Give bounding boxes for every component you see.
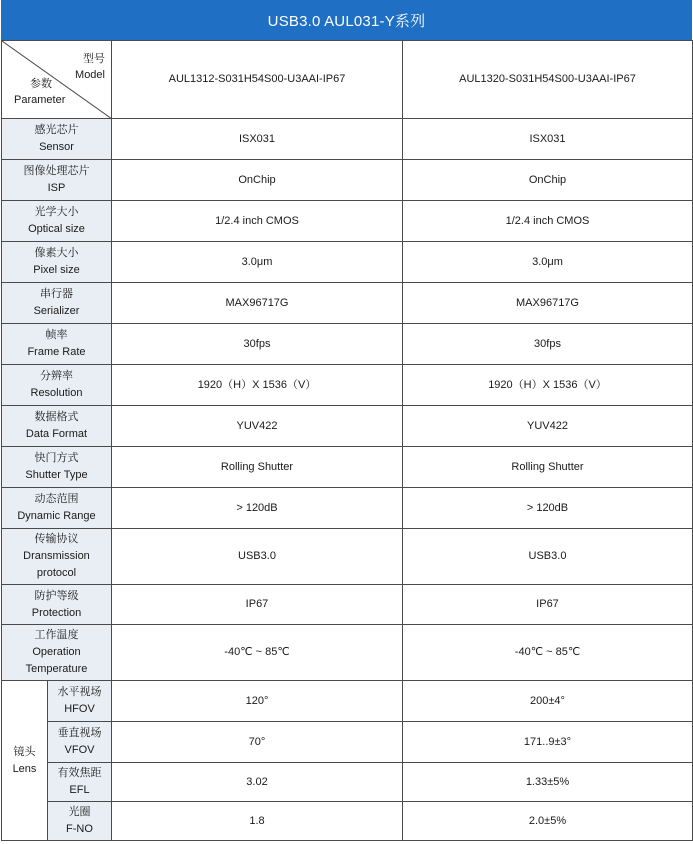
param-label-cell — [2, 488, 112, 529]
table-title-text: USB3.0 AUL031-Y系列 — [267, 12, 426, 30]
model-name-1: AUL1312-S031H54S00-U3AAI-IP67 — [112, 41, 403, 119]
value-cell-model-1: IP67 — [112, 585, 403, 625]
value-cell-model-1: -40℃ ~ 85℃ — [112, 625, 403, 681]
value-cell-model-1: > 120dB — [112, 488, 403, 529]
spec-sheet — [1, 0, 692, 841]
lens-value-cell-model-2: 1.33±5% — [403, 763, 693, 802]
param-label-cell — [2, 406, 112, 447]
header-param-en: Parameter — [14, 94, 66, 106]
table-row — [2, 585, 693, 625]
param-label-cell — [2, 119, 112, 160]
lens-param-zh: 水平视场 — [57, 686, 102, 698]
table-row — [2, 365, 693, 406]
param-label-en: Optical size — [28, 223, 85, 235]
lens-param-zh: 垂直视场 — [57, 727, 102, 739]
table-row — [2, 488, 693, 529]
param-label-en: Serializer — [33, 305, 80, 317]
value-cell-model-1: Rolling Shutter — [112, 447, 403, 488]
lens-param-en: F-NO — [66, 823, 93, 835]
value-cell-model-1: 1920（H）X 1536（V） — [112, 365, 403, 406]
lens-param-zh: 光圈 — [68, 806, 91, 818]
param-label-zh: 光学大小 — [34, 206, 79, 218]
param-label-zh: 感光芯片 — [34, 124, 79, 136]
model-name-2: AUL1320-S031H54S00-U3AAI-IP67 — [403, 41, 693, 119]
value-cell-model-2: ISX031 — [403, 119, 693, 160]
param-label-en: Shutter Type — [25, 469, 88, 481]
param-label-en-cont: Temperature — [25, 663, 88, 675]
lens-value-cell-model-1: 1.8 — [112, 802, 403, 841]
param-label-en-cont: protocol — [36, 567, 77, 579]
param-label-en: Operation — [32, 646, 81, 658]
lens-value-cell-model-2: 200±4° — [403, 681, 693, 722]
header-model-label — [75, 51, 105, 83]
lens-row — [2, 722, 693, 763]
param-label-cell — [2, 529, 112, 585]
param-label-en: Sensor — [39, 141, 74, 153]
value-cell-model-2: IP67 — [403, 585, 693, 625]
param-label-cell — [2, 283, 112, 324]
header-row — [2, 41, 693, 119]
param-label-zh: 图像处理芯片 — [23, 165, 90, 177]
lens-label-en: Lens — [12, 762, 37, 775]
param-label-cell — [2, 585, 112, 625]
param-label-cell — [2, 625, 112, 681]
param-label-zh: 工作温度 — [34, 629, 79, 641]
param-label-en: Dransmission — [23, 550, 90, 562]
value-cell-model-2: > 120dB — [403, 488, 693, 529]
param-label-cell — [2, 447, 112, 488]
param-label-en: ISP — [47, 182, 66, 194]
table-row — [2, 447, 693, 488]
param-label-en: Data Format — [25, 428, 88, 440]
lens-value-cell-model-1: 3.02 — [112, 763, 403, 802]
table-row — [2, 160, 693, 201]
header-model-zh: 型号 — [83, 53, 105, 65]
lens-value-cell-model-2: 171..9±3° — [403, 722, 693, 763]
lens-value-cell-model-1: 120° — [112, 681, 403, 722]
lens-label-zh: 镜头 — [13, 745, 36, 758]
header-param-zh: 参数 — [30, 78, 52, 90]
param-label-zh: 像素大小 — [34, 247, 79, 259]
value-cell-model-2: Rolling Shutter — [403, 447, 693, 488]
param-label-zh: 分辨率 — [40, 370, 73, 382]
lens-param-en: EFL — [69, 784, 90, 796]
param-label-cell — [2, 201, 112, 242]
lens-param-label-cell — [48, 763, 112, 802]
lens-param-label-cell — [48, 802, 112, 841]
param-label-en: Dynamic Range — [17, 510, 96, 522]
value-cell-model-2: OnChip — [403, 160, 693, 201]
param-label-cell — [2, 242, 112, 283]
value-cell-model-2: 3.0μm — [403, 242, 693, 283]
value-cell-model-2: -40℃ ~ 85℃ — [403, 625, 693, 681]
value-cell-model-1: USB3.0 — [112, 529, 403, 585]
param-label-cell — [2, 160, 112, 201]
value-cell-model-1: ISX031 — [112, 119, 403, 160]
param-label-zh: 防护等级 — [34, 589, 79, 602]
param-label-zh: 数据格式 — [34, 411, 79, 423]
param-label-en: Resolution — [30, 387, 83, 399]
lens-param-en: VFOV — [64, 744, 95, 756]
lens-param-en: HFOV — [64, 703, 95, 715]
param-label-en: Pixel size — [33, 264, 80, 276]
param-label-zh: 快门方式 — [34, 452, 79, 464]
table-title — [1, 0, 692, 40]
value-cell-model-2: 30fps — [403, 324, 693, 365]
value-cell-model-1: OnChip — [112, 160, 403, 201]
table-row — [2, 324, 693, 365]
param-label-zh: 传输协议 — [34, 533, 79, 545]
header-corner-cell — [2, 41, 112, 119]
lens-value-cell-model-2: 2.0±5% — [403, 802, 693, 841]
value-cell-model-2: 1920（H）X 1536（V） — [403, 365, 693, 406]
param-label-cell — [2, 365, 112, 406]
table-row — [2, 119, 693, 160]
value-cell-model-1: 1/2.4 inch CMOS — [112, 201, 403, 242]
spec-table — [1, 40, 693, 841]
lens-row — [2, 802, 693, 841]
param-label-zh: 串行器 — [40, 288, 73, 300]
value-cell-model-1: YUV422 — [112, 406, 403, 447]
value-cell-model-1: 30fps — [112, 324, 403, 365]
value-cell-model-2: USB3.0 — [403, 529, 693, 585]
value-cell-model-2: 1/2.4 inch CMOS — [403, 201, 693, 242]
table-row — [2, 625, 693, 681]
lens-row — [2, 763, 693, 802]
lens-group-cell — [2, 681, 48, 841]
lens-param-zh: 有效焦距 — [57, 767, 102, 779]
table-row — [2, 242, 693, 283]
value-cell-model-2: MAX96717G — [403, 283, 693, 324]
param-label-zh: 动态范围 — [34, 493, 79, 505]
table-row — [2, 283, 693, 324]
value-cell-model-2: YUV422 — [403, 406, 693, 447]
table-row — [2, 529, 693, 585]
lens-param-label-cell — [48, 722, 112, 763]
param-label-zh: 帧率 — [45, 329, 68, 341]
lens-row — [2, 681, 693, 722]
header-param-label — [14, 76, 65, 108]
lens-value-cell-model-1: 70° — [112, 722, 403, 763]
table-row — [2, 201, 693, 242]
header-model-en: Model — [75, 69, 105, 81]
value-cell-model-1: 3.0μm — [112, 242, 403, 283]
param-label-cell — [2, 324, 112, 365]
lens-param-label-cell — [48, 681, 112, 722]
table-row — [2, 406, 693, 447]
param-label-en: Protection — [31, 606, 82, 619]
value-cell-model-1: MAX96717G — [112, 283, 403, 324]
param-label-en: Frame Rate — [27, 346, 86, 358]
